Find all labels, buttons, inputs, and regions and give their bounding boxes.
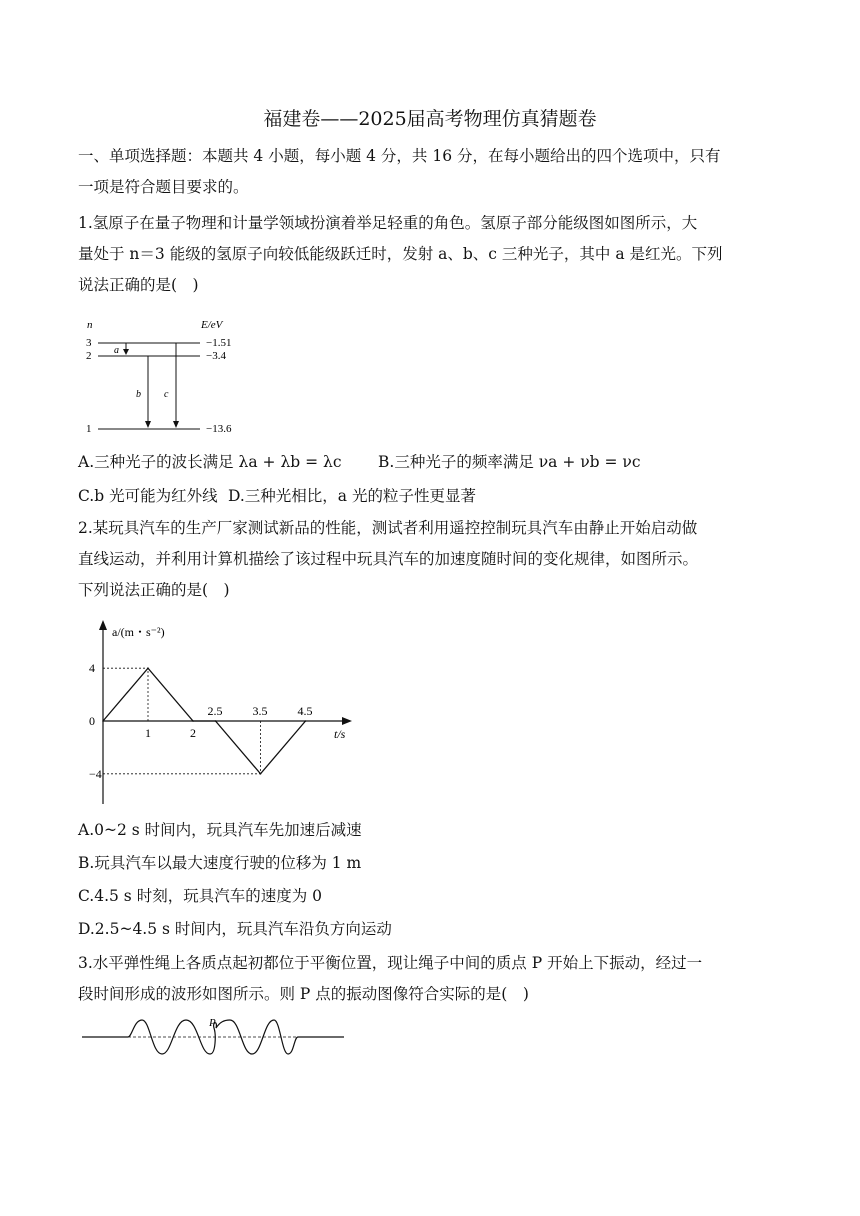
y-tick-label: 4 bbox=[89, 661, 95, 676]
y-tick-label: 0 bbox=[89, 714, 95, 728]
level-2-n: 2 bbox=[86, 350, 92, 362]
x-tick-label: 4.5 bbox=[297, 704, 313, 718]
data-point bbox=[192, 720, 194, 722]
x-tick-label: 2.5 bbox=[207, 704, 223, 718]
y-axis-label: a/(m・s⁻²) bbox=[112, 625, 165, 639]
x-tick-label: 1 bbox=[145, 726, 151, 740]
question-line: 说法正确的是( ) bbox=[78, 276, 199, 294]
x-axis-label: t/s bbox=[334, 727, 346, 741]
n-axis-label: n bbox=[87, 319, 93, 331]
q1-option-b: B.三种光子的频率满足 νa + νb = νc bbox=[378, 453, 641, 471]
question-line: 段时间形成的波形如图所示。则 P 点的振动图像符合实际的是( ) bbox=[78, 985, 529, 1003]
question-line: 下列说法正确的是( ) bbox=[78, 581, 230, 599]
data-point bbox=[260, 773, 262, 775]
data-point bbox=[215, 720, 217, 722]
question-2-stem bbox=[78, 513, 784, 606]
level-3-n: 3 bbox=[86, 337, 92, 349]
transition-a-arrowhead bbox=[123, 349, 129, 355]
level-1-n: 1 bbox=[86, 423, 92, 435]
x-axis-arrowhead bbox=[342, 717, 352, 725]
section-line: 一项是符合题目要求的。 bbox=[78, 178, 249, 196]
data-point bbox=[305, 720, 307, 722]
level-3-energy: −1.51 bbox=[206, 337, 232, 349]
level-2-energy: −3.4 bbox=[206, 350, 226, 362]
q2-option-a: A.0~2 s 时间内，玩具汽车先加速后减速 bbox=[78, 821, 362, 839]
question-line: 量处于 n＝3 能级的氢原子向较低能级跃迁时，发射 a、b、c 三种光子，其中 a 是红光。下列 bbox=[78, 245, 723, 263]
y-axis-arrowhead bbox=[99, 620, 107, 630]
question-line: 3.水平弹性绳上各质点起初都位于平衡位置，现让绳子中间的质点 P 开始上下振动，经过一 bbox=[78, 954, 703, 972]
section-line: 一、单项选择题：本题共 4 小题，每小题 4 分，共 16 分，在每小题给出的四个选项中，只有 bbox=[78, 147, 721, 165]
energy-level-diagram bbox=[80, 316, 270, 440]
transition-a-label: a bbox=[114, 345, 119, 356]
y-tick-label: −4 bbox=[89, 766, 102, 781]
q1-option-a: A.三种光子的波长满足 λa + λb = λc bbox=[78, 453, 342, 471]
point-p-label: P bbox=[209, 1017, 216, 1029]
q1-option-d: D.三种光相比，a 光的粒子性更显著 bbox=[228, 487, 476, 505]
question-3-stem bbox=[78, 948, 784, 1010]
wave-rope-diagram bbox=[82, 1014, 348, 1060]
question-line: 2.某玩具汽车的生产厂家测试新品的性能，测试者利用遥控控制玩具汽车由静止开始启动做 bbox=[78, 519, 698, 537]
energy-axis-label: E/eV bbox=[201, 319, 223, 331]
q2-option-d: D.2.5~4.5 s 时间内，玩具汽车沿负方向运动 bbox=[78, 920, 392, 938]
question-line: 1.氢原子在量子物理和计量学领域扮演着举足轻重的角色。氢原子部分能级图如图所示，大 bbox=[78, 214, 698, 232]
acceleration-time-chart bbox=[80, 618, 370, 806]
data-point bbox=[147, 667, 149, 669]
q2-option-c: C.4.5 s 时刻，玩具汽车的速度为 0 bbox=[78, 887, 322, 905]
q2-option-b: B.玩具汽车以最大速度行驶的位移为 1 m bbox=[78, 854, 362, 872]
question-1-stem bbox=[78, 208, 784, 301]
transition-b-arrowhead bbox=[145, 421, 151, 428]
page-title: 福建卷——2025届高考物理仿真猜题卷 bbox=[263, 108, 597, 130]
x-tick-label: 2 bbox=[190, 726, 196, 740]
data-point bbox=[102, 720, 104, 722]
x-tick-label: 3.5 bbox=[252, 704, 268, 718]
transition-c-arrowhead bbox=[173, 421, 179, 428]
level-1-energy: −13.6 bbox=[206, 423, 232, 435]
transition-b-label: b bbox=[136, 389, 141, 400]
q1-option-c: C.b 光可能为红外线 bbox=[78, 487, 218, 505]
section-instructions bbox=[78, 141, 784, 203]
transition-c-label: c bbox=[164, 389, 169, 400]
question-line: 直线运动，并利用计算机描绘了该过程中玩具汽车的加速度随时间的变化规律，如图所示。 bbox=[78, 550, 699, 568]
